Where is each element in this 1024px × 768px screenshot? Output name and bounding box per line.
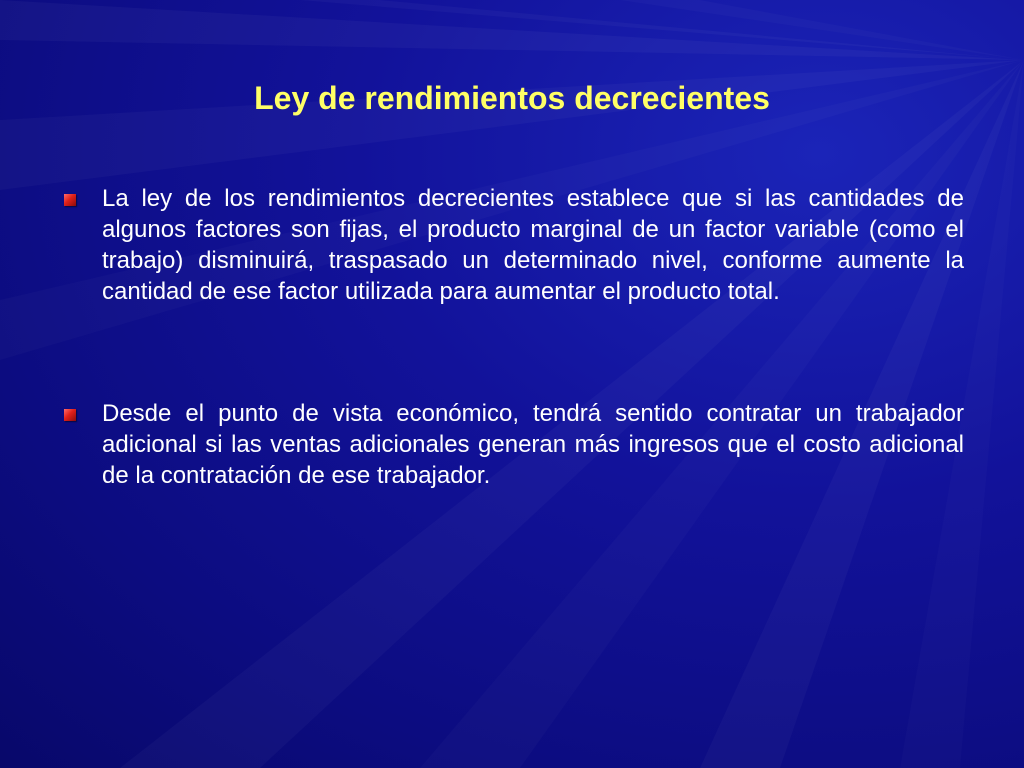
bullet-item bbox=[64, 398, 964, 491]
square-bullet-icon bbox=[64, 409, 76, 421]
bullet-text: La ley de los rendimientos decrecientes establece que si las cantidades de algunos factores son fijas, el producto marginal de un factor variable (como el trabajo) disminuirá, traspasado un determinado nivel, conforme aumente la cantidad de ese factor utilizada para aumentar el producto total. bbox=[102, 185, 964, 305]
square-bullet-icon bbox=[64, 194, 76, 206]
slide-title: Ley de rendimientos decrecientes bbox=[254, 80, 770, 116]
bullet-item bbox=[64, 183, 964, 307]
bullet-list bbox=[64, 183, 964, 491]
bullet-text: Desde el punto de vista económico, tendrá sentido contratar un trabajador adicional si las ventas adicionales generan más ingresos que el costo adicional de la contratación de ese trabajador. bbox=[102, 400, 964, 489]
